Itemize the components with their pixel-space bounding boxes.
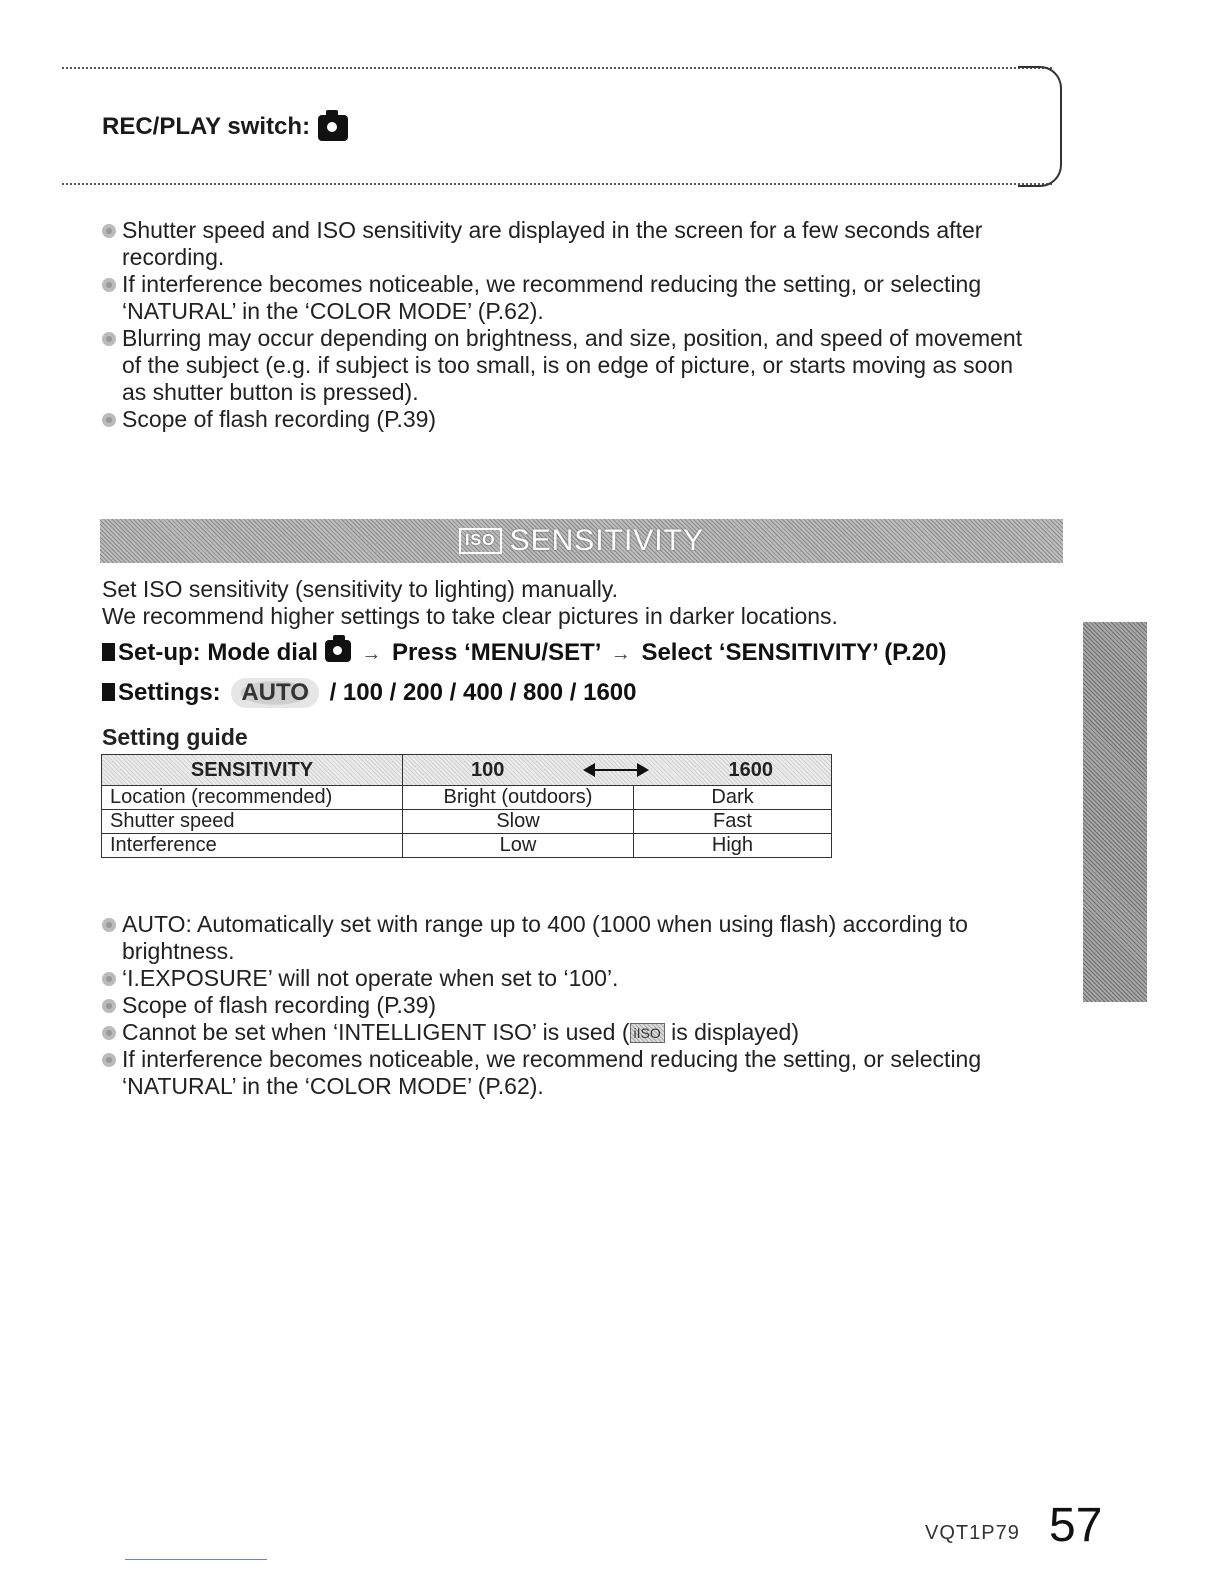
note-text: is displayed) [664,1019,799,1045]
header-bottom-rule [62,183,1052,185]
table-row [102,810,832,834]
setup-label: Set-up: Mode dial [118,639,318,666]
list-item: ‘I.EXPOSURE’ will not operate when set to ‘100’. [102,965,1042,992]
arrow-right-icon: → [610,643,631,665]
camera-icon [325,640,351,662]
list-item: Shutter speed and ISO sensitivity are displayed in the screen for a few seconds after recording. [102,217,1042,271]
intro-line: Set ISO sensitivity (sensitivity to lighting) manually. [102,576,618,602]
rec-play-switch-heading [102,113,348,141]
section-banner [100,519,1063,563]
square-bullet-icon [102,683,115,701]
settings-options: / 100 / 200 / 400 / 800 / 1600 [329,679,637,706]
setting-guide-title: Setting guide [102,724,248,750]
intelligent-iso-icon: iISO [630,1023,665,1043]
settings-line [102,678,637,708]
settings-label: Settings: [118,679,221,706]
default-setting-badge: AUTO [231,678,319,708]
intro-line: We recommend higher settings to take clear pictures in darker locations. [102,603,838,629]
footer-rule [125,1559,267,1560]
table-cell-high: Fast [634,810,832,834]
intro-text [102,576,838,630]
table-cell-low: Low [403,834,634,858]
double-arrow-icon [583,763,649,777]
table-cell-high: Dark [634,786,832,810]
table-cell-low: Bright (outdoors) [403,786,634,810]
model-code: VQT1P79 [925,1522,1020,1544]
list-item: Blurring may occur depending on brightness, and size, position, and speed of movement of the subject (e.g. if subject is too small, is on edge of picture, or starts moving as soon as shutter button is pressed). [102,325,1042,406]
range-high: 1600 [728,758,773,781]
table-row [102,786,832,810]
notes-bottom-list [102,911,1042,1100]
table-cell-high: High [634,834,832,858]
list-item: If interference becomes noticeable, we recommend reducing the setting, or selecting ‘NATURAL’ in the ‘COLOR MODE’ (P.62). [102,271,1042,325]
iso-icon: ISO [459,528,502,554]
table-header-sensitivity: SENSITIVITY [102,755,403,786]
arrow-right-icon: → [361,643,382,665]
section-title: SENSITIVITY [509,524,704,557]
chapter-side-tab [1083,622,1147,1002]
list-item: Scope of flash recording (P.39) [102,992,1042,1019]
list-item: AUTO: Automatically set with range up to 400 (1000 when using flash) according to brightness. [102,911,1042,965]
table-cell-label: Location (recommended) [102,786,403,810]
list-item [102,1019,1042,1046]
setup-step-select: Select ‘SENSITIVITY’ (P.20) [641,639,947,666]
setup-step-menu: Press ‘MENU/SET’ [392,639,601,666]
header-frame-curve [1018,66,1062,187]
page-number: 57 [1049,1499,1103,1552]
header-top-rule [62,67,1052,69]
table-header-row [102,755,832,786]
square-bullet-icon [102,643,115,661]
setting-guide-table [101,754,832,858]
table-cell-label: Interference [102,834,403,858]
table-row [102,834,832,858]
range-low: 100 [471,758,505,781]
table-cell-label: Shutter speed [102,810,403,834]
list-item: If interference becomes noticeable, we recommend reducing the setting, or selecting ‘NATURAL’ in the ‘COLOR MODE’ (P.62). [102,1046,1042,1100]
camera-icon [318,115,348,141]
rec-play-switch-label: REC/PLAY switch: [102,113,311,140]
list-item: Scope of flash recording (P.39) [102,406,1042,433]
note-text: Cannot be set when ‘INTELLIGENT ISO’ is used ( [122,1019,630,1045]
table-cell-low: Slow [403,810,634,834]
table-header-range [403,755,832,786]
notes-top-list [102,217,1042,433]
setup-line [102,638,946,667]
